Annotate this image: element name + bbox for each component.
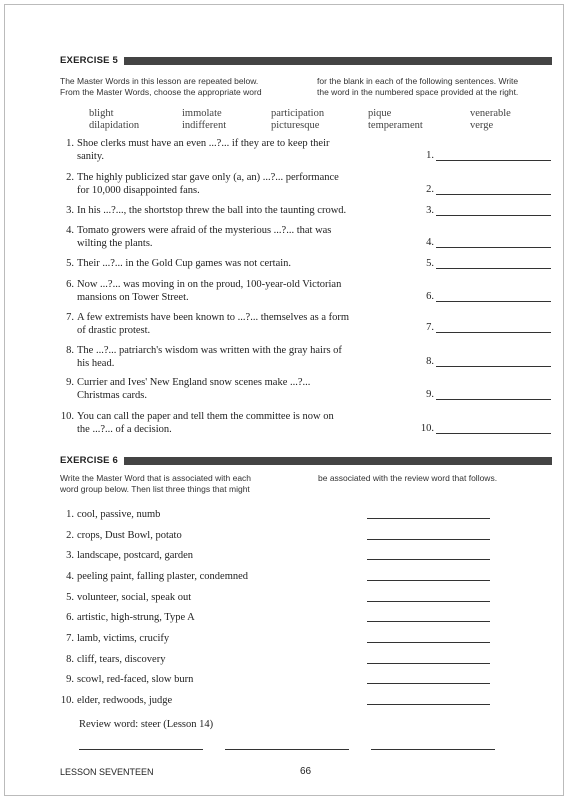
item-text: the ...?... of a decision.	[77, 423, 172, 435]
exercise5-header	[60, 55, 552, 66]
master-word: indifferent	[182, 119, 227, 131]
answer-blank[interactable]	[367, 601, 490, 602]
item-text: sanity.	[77, 150, 105, 162]
item-text: Shoe clerks must have an even ...?... if they are to keep their	[77, 138, 330, 149]
answer-blank[interactable]	[367, 704, 490, 705]
item-text: Tomato growers were afraid of the mysterious ...?... that was	[77, 225, 332, 236]
instruction-line: word group below. Then list three things that might	[60, 484, 250, 494]
instruction-line: the word in the numbered space provided at the right.	[317, 87, 519, 97]
master-word: participation	[271, 108, 325, 119]
item-text: The highly publicized star gave only (a, an) ...?... performance	[77, 172, 339, 183]
review-word: Review word: steer (Lesson 14)	[79, 719, 214, 730]
item-text: wilting the plants.	[77, 237, 153, 249]
item-text: landscape, postcard, garden	[77, 550, 194, 561]
answer-blank[interactable]	[436, 160, 551, 161]
item-number: 10.	[60, 695, 74, 706]
review-blank-2[interactable]	[225, 749, 349, 750]
item-text: The ...?... patriarch's wisdom was written with the gray hairs of	[77, 345, 342, 356]
instruction-line: From the Master Words, choose the appropriate word	[60, 87, 262, 97]
item-text: lamb, victims, crucify	[77, 633, 170, 644]
item-text: volunteer, social, speak out	[77, 592, 192, 603]
exercise6-item	[60, 633, 169, 644]
item-number: 8.	[66, 654, 74, 665]
answer-blank[interactable]	[436, 433, 551, 434]
item-number: 8.	[66, 345, 74, 356]
item-text: cliff, tears, discovery	[77, 654, 166, 665]
answer-blank[interactable]	[367, 559, 490, 560]
exercise6-item	[60, 654, 165, 665]
item-text: elder, redwoods, judge	[77, 695, 173, 706]
item-number: 7.	[66, 633, 74, 644]
answer-blank[interactable]	[436, 247, 551, 248]
answer-blank[interactable]	[367, 642, 490, 643]
page-number: 66	[300, 766, 312, 777]
master-word: temperament	[368, 119, 423, 131]
lesson-label: LESSON SEVENTEEN	[60, 767, 154, 777]
item-number: 6.	[66, 612, 74, 623]
item-text: cool, passive, numb	[77, 509, 161, 520]
item-text: peeling paint, falling plaster, condemned	[77, 571, 249, 582]
item-number: 2.	[66, 172, 74, 183]
exercise6-item	[60, 571, 248, 582]
item-text: of drastic protest.	[77, 324, 151, 336]
exercise6-item	[60, 550, 193, 561]
item-text: scowl, red-faced, slow burn	[77, 674, 194, 685]
item-text: artistic, high-strung, Type A	[77, 612, 195, 623]
answer-blank[interactable]	[436, 215, 551, 216]
exercise5-instructions-left	[60, 76, 310, 98]
item-text: Their ...?... in the Gold Cup games was not certain.	[77, 258, 292, 269]
answer-blank[interactable]	[436, 366, 551, 367]
exercise6-item	[60, 674, 193, 685]
master-word: venerable	[470, 108, 511, 119]
item-text: his head.	[77, 357, 115, 369]
answer-blank[interactable]	[436, 332, 551, 333]
review-blank-1[interactable]	[79, 749, 203, 750]
answer-blank[interactable]	[367, 539, 490, 540]
item-text: Currier and Ives' New England snow scenes make ...?...	[77, 377, 311, 388]
exercise6-item	[60, 695, 172, 706]
exercise5-instructions-right	[317, 76, 557, 98]
exercise6-item	[60, 612, 195, 623]
exercise6-instructions-right	[318, 473, 558, 484]
exercise5-title: EXERCISE 5	[60, 55, 118, 66]
exercise6-rule	[124, 457, 552, 465]
worksheet-page: EXERCISE 5 The Master Words in this lesson are repeated below. From the Master Words, choose the appropriate word for the blank in each of the following sentences. Write the word in the numbered space provided at the right. blight immolate participation pique venerable dilapidation indifferent picturesque temperament verge 1. Shoe clerks must have an even ...?... if they are to keep their sanity. 1. 2. The highly publicized star gave only (a, an) ...?... performance for 10,000 disappointed fans. 2. 3. In his ...?..., the shortstop threw the ball into the taunting crowd. 3. 4. Tomato growers were afraid of the mysterious ...?... that was wilting the plants. 4. 5. Their ...?... in the Gold Cup games was not certain. 5. 6. Now ...?... was moving in on the proud, 100-year-old Victorian mansions on Tower Street. 6. 7. A few extremists have been known to ...?... themselves as a form of drastic protest. 7. 8. The ...?... patriarch's wisdom was written with the gray hairs of his head. 8. 9. Currier and Ives' New England snow scenes make ...?... Christmas cards. 9. 10. You can call the paper and tell them the committee is now on the ...?... of a decision. 10. EXERCISE 6 Write the Master Word that is associated with each word group below. Then list three things that might be associated with the review word that follows. 1. cool, passive, numb 2. crops, Dust Bowl, potato 3. landscape, postcard, garden 4. peeling paint, falling plaster, condemned 5. volunteer, social, speak out 6. artistic, high-strung, Type A 7. lamb, victims, crucify 8. cliff, tears, discovery 9. scowl, red-faced, slow burn 10. elder, redwoods, judge Review word: steer (Lesson 14) LESSON SEVENTEEN 66	[0, 0, 569, 800]
item-text: In his ...?..., the shortstop threw the ball into the taunting crowd.	[77, 205, 347, 216]
item-number: 4.	[66, 225, 74, 236]
item-number: 10.	[60, 411, 74, 422]
item-number: 1.	[66, 138, 74, 149]
master-word: verge	[470, 119, 494, 131]
item-text: Now ...?... was moving in on the proud, 100-year-old Victorian	[77, 279, 342, 290]
exercise6-title: EXERCISE 6	[60, 455, 118, 466]
answer-blank[interactable]	[367, 580, 490, 581]
item-number: 3.	[66, 205, 74, 216]
exercise6-item	[60, 509, 160, 520]
master-word: picturesque	[271, 119, 320, 131]
exercise5-rule	[124, 57, 552, 65]
answer-blank[interactable]	[367, 663, 490, 664]
item-text: A few extremists have been known to ...?... themselves as a form	[77, 312, 350, 323]
item-number: 9.	[66, 674, 74, 685]
item-text: crops, Dust Bowl, potato	[77, 530, 182, 541]
item-number: 4.	[66, 571, 74, 582]
answer-blank[interactable]	[436, 194, 551, 195]
item-text: Christmas cards.	[77, 389, 147, 401]
master-word: immolate	[182, 108, 222, 119]
exercise6-instructions-left	[60, 473, 310, 495]
answer-blank[interactable]	[436, 268, 551, 269]
item-number: 7.	[66, 312, 74, 323]
item-text: You can call the paper and tell them the committee is now on	[77, 411, 334, 422]
item-number: 2.	[66, 530, 74, 541]
answer-blank[interactable]	[367, 621, 490, 622]
item-number: 6.	[66, 279, 74, 290]
master-word: blight	[89, 108, 114, 119]
answer-blank[interactable]	[436, 399, 551, 400]
instruction-line: for the blank in each of the following sentences. Write	[317, 76, 519, 86]
item-text: mansions on Tower Street.	[77, 291, 189, 303]
exercise6-header	[60, 455, 552, 466]
answer-blank[interactable]	[367, 518, 490, 519]
answer-blank[interactable]	[436, 301, 551, 302]
item-number: 5.	[66, 258, 74, 269]
exercise6-item	[60, 592, 191, 603]
instruction-line: be associated with the review word that follows.	[318, 473, 498, 483]
master-word: pique	[368, 108, 392, 119]
item-number: 9.	[66, 377, 74, 388]
instruction-line: The Master Words in this lesson are repeated below.	[60, 76, 259, 86]
master-word: dilapidation	[89, 119, 140, 131]
item-text: for 10,000 disappointed fans.	[77, 184, 200, 196]
exercise6-item	[60, 530, 182, 541]
answer-blank[interactable]	[367, 683, 490, 684]
review-blank-3[interactable]	[371, 749, 495, 750]
item-number: 3.	[66, 550, 74, 561]
instruction-line: Write the Master Word that is associated with each	[60, 473, 252, 483]
item-number: 1.	[66, 509, 74, 520]
item-number: 5.	[66, 592, 74, 603]
